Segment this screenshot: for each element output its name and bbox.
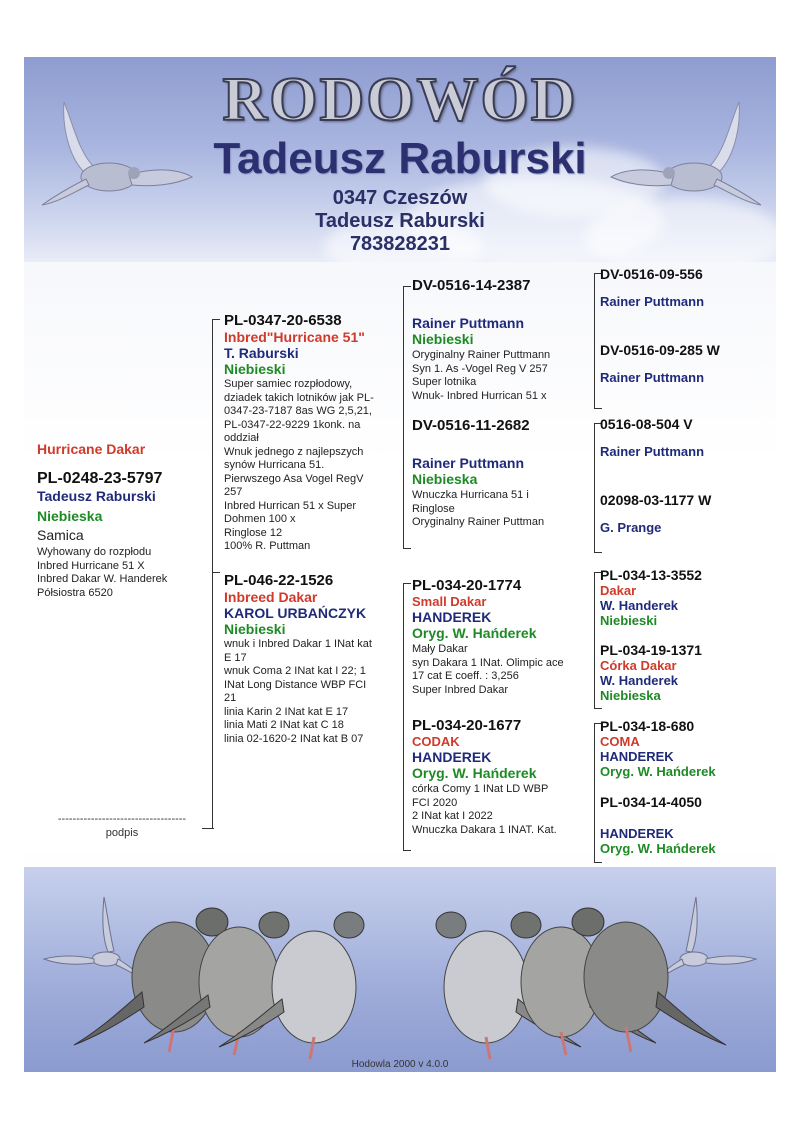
ff-breeder: Rainer Puttmann [412, 315, 525, 331]
note-line: 0347-23-7187 8as WG 2,5,21, [224, 405, 372, 417]
note-line: 257 [224, 486, 243, 498]
gen2-bracket-top [403, 286, 404, 549]
mf-notes [412, 643, 592, 697]
father-color: Niebieski [224, 361, 286, 377]
note-line: Inbred Hurrican 51 x Super [224, 499, 357, 512]
mf-ring: PL-034-20-1774 [412, 577, 522, 594]
gen4-name: Córka Dakar [600, 658, 677, 673]
mother-bird [224, 572, 399, 746]
note-line: córka Comy 1 INat LD WBP [412, 783, 549, 795]
note-line: wnuk Coma 2 INat kat I 22; 1 [224, 665, 366, 677]
note-line: Super lotnika [412, 376, 477, 388]
ff-color: Niebieski [412, 331, 474, 347]
note-line: PL-0347-22-9229 1konk. na [224, 418, 361, 431]
bracket-tick [403, 850, 411, 851]
note-line: INat Long Distance WBP FCI [224, 678, 367, 691]
main-bird-color: Niebieska [37, 508, 103, 524]
bracket-tick [403, 548, 411, 549]
pigeon-group-illustration [24, 867, 776, 1072]
main-bird [37, 441, 202, 600]
fm-ring: DV-0516-11-2682 [412, 417, 530, 434]
gen4-bird [600, 568, 770, 628]
note-line: dziadek takich lotników jak PL- [224, 391, 374, 404]
ff-ring: DV-0516-14-2387 [412, 277, 531, 294]
signature-label: podpis [105, 827, 139, 839]
mm-breeder: HANDEREK [412, 749, 492, 765]
father-notes [224, 378, 399, 554]
mf-breeder: HANDEREK [412, 609, 492, 625]
gen4-breeder: Rainer Puttmann [600, 444, 705, 459]
owner-address: 0347 Czeszów [332, 187, 468, 209]
gen4-name: Dakar [600, 583, 637, 598]
gen4-ring: PL-034-18-680 [600, 718, 695, 734]
gen4-ring: DV-0516-09-556 [600, 266, 703, 282]
note-line: Wnuczka Dakara 1 INAT. Kat. [412, 823, 557, 836]
note-line: Wnuk jednego z najlepszych [224, 445, 364, 458]
note-line: 17 cat E coeff. : 3,256 [412, 670, 519, 682]
note-line: 100% R. Puttman [224, 540, 311, 552]
standing-pigeon-icon [572, 908, 726, 1052]
note-line: Super Inbred Dakar [412, 683, 508, 696]
fm-color: Niebieska [412, 471, 478, 487]
gen4-breeder: HANDEREK [600, 749, 674, 764]
note-line: wnuk i Inbred Dakar 1 INat kat [224, 638, 372, 650]
mm-name: CODAK [412, 734, 460, 749]
mm-ring: PL-034-20-1677 [412, 717, 522, 734]
note-line: syn Dakara 1 INat. Olimpic ace [412, 656, 564, 669]
note-line: Ringlose 12 [224, 526, 283, 539]
main-bird-notes [37, 546, 202, 600]
header-banner [24, 57, 776, 262]
main-bird-name: Hurricane Dakar [37, 441, 146, 457]
mother-notes [224, 638, 399, 746]
gen4-color: Oryg. W. Hańderek [600, 841, 716, 856]
note-line: 21 [224, 692, 237, 704]
note-line: Ringlose [412, 502, 455, 515]
granddam-paternal [412, 417, 592, 530]
gen4-name: COMA [600, 734, 640, 749]
bracket-tick [403, 583, 411, 584]
pedigree-sheet [24, 57, 776, 1072]
gen4-breeder: Rainer Puttmann [600, 294, 705, 309]
gen4-breeder: W. Handerek [600, 598, 679, 613]
granddam-maternal [412, 717, 592, 837]
footer-banner [24, 867, 776, 1072]
document-title: RODOWÓD [222, 66, 578, 134]
gen3-bracket [594, 273, 595, 409]
gen4-ring: 0516-08-504 V [600, 416, 693, 432]
bracket-tick [594, 552, 602, 553]
note-line: Wyhowany do rozpłodu [37, 546, 152, 558]
main-bird-breeder: Tadeusz Raburski [37, 488, 156, 504]
gen4-ring: DV-0516-09-285 W [600, 342, 720, 358]
gen4-breeder: G. Prange [600, 520, 662, 535]
note-line: Półsiostra 6520 [37, 586, 113, 599]
signature-line: ----------------------------------- [57, 813, 187, 825]
ff-notes [412, 349, 592, 403]
bracket-tick [202, 828, 214, 829]
software-version: Hodowla 2000 v 4.0.0 [351, 1059, 449, 1070]
note-line: Wnuczka Hurricana 51 i [412, 489, 529, 501]
owner-phone: 783828231 [349, 233, 451, 255]
gen3-bracket [594, 572, 595, 709]
owner-name-title: Tadeusz Raburski [213, 134, 587, 183]
note-line: Mały Dakar [412, 643, 468, 655]
gen4-breeder: W. Handerek [600, 673, 679, 688]
note-line: Oryginalny Rainer Puttman [412, 516, 545, 528]
note-line: linia 02-1620-2 INat kat B 07 [224, 732, 364, 745]
gen4-ring: PL-034-13-3552 [600, 567, 702, 583]
note-line: Inbred Dakar W. Handerek [37, 573, 168, 585]
bracket-tick [594, 408, 602, 409]
note-line: FCI 2020 [412, 796, 458, 809]
gen4-bird [600, 416, 770, 459]
bracket-tick [594, 862, 602, 863]
gen3-bracket [594, 723, 595, 863]
bracket-tick [212, 572, 220, 573]
gen4-color: Oryg. W. Hańderek [600, 764, 716, 779]
mf-color: Oryg. W. Hańderek [412, 625, 537, 641]
gen4-bird [600, 719, 770, 779]
bracket-tick [594, 708, 602, 709]
gen1-bracket [212, 319, 213, 829]
signature-block [42, 813, 202, 839]
gen2-bracket-bottom [403, 583, 404, 851]
flying-pigeon-icon [658, 897, 756, 979]
note-line: E 17 [224, 651, 247, 664]
gen4-bird [600, 342, 770, 385]
main-bird-ring: PL-0248-23-5797 [37, 470, 163, 487]
gen4-bird [600, 795, 770, 856]
gen4-ring: 02098-03-1177 W [600, 492, 712, 508]
gen4-bird [600, 266, 770, 309]
note-line: Oryginalny Rainer Puttmann [412, 349, 551, 361]
note-line: Dohmen 100 x [224, 513, 296, 525]
gen3-bracket [594, 423, 595, 553]
note-line: Wnuk- Inbred Hurrican 51 x [412, 389, 547, 402]
father-breeder: T. Raburski [224, 345, 299, 361]
gen4-breeder: Rainer Puttmann [600, 370, 705, 385]
gen4-bird [600, 643, 770, 703]
flying-pigeon-icon [44, 897, 142, 979]
mother-name: Inbreed Dakar [224, 589, 318, 605]
bracket-tick [212, 319, 220, 320]
mother-ring: PL-046-22-1526 [224, 572, 334, 589]
grandsire-maternal [412, 577, 592, 697]
gen4-breeder: HANDEREK [600, 826, 674, 841]
note-line: Inbred Hurricane 51 X [37, 559, 145, 572]
gen4-color: Niebieska [600, 688, 661, 703]
mf-name: Small Dakar [412, 594, 487, 609]
main-bird-sex: Samica [37, 527, 84, 543]
note-line: Super samiec rozpłodowy, [224, 378, 353, 390]
gen4-ring: PL-034-14-4050 [600, 794, 702, 810]
mother-color: Niebieski [224, 621, 286, 637]
note-line: Pierwszego Asa Vogel RegV [224, 472, 364, 485]
note-line: linia Karin 2 INat kat E 17 [224, 705, 349, 718]
gen4-color: Niebieski [600, 613, 658, 628]
mm-notes [412, 783, 592, 837]
mother-breeder: KAROL URBAŃCZYK [224, 605, 367, 621]
father-bird [224, 312, 399, 554]
note-line: synów Hurricana 51. [224, 459, 325, 471]
father-ring: PL-0347-20-6538 [224, 312, 342, 329]
note-line: 2 INat kat I 2022 [412, 810, 493, 822]
mm-color: Oryg. W. Hańderek [412, 765, 537, 781]
gen4-bird [600, 492, 770, 535]
fm-breeder: Rainer Puttmann [412, 455, 525, 471]
note-line: Syn 1. As -Vogel Reg V 257 [412, 362, 548, 375]
owner-name-line: Tadeusz Raburski [315, 210, 485, 232]
gen4-ring: PL-034-19-1371 [600, 642, 702, 658]
grandsire-paternal [412, 277, 592, 403]
note-line: linia Mati 2 INat kat C 18 [224, 719, 344, 731]
note-line: oddział [224, 432, 259, 444]
bracket-tick [403, 286, 411, 287]
father-name: Inbred"Hurricane 51" [224, 329, 365, 345]
fm-notes [412, 489, 592, 530]
